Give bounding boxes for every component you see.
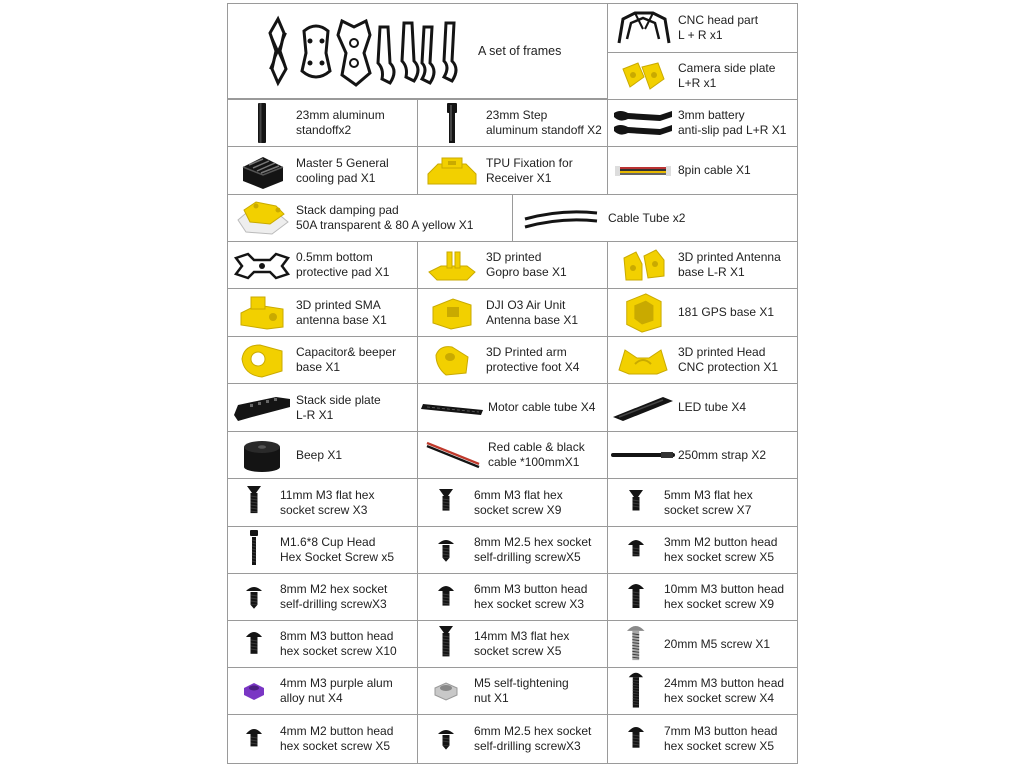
gopro-base-icon <box>418 244 486 287</box>
part-label: Master 5 General cooling pad X1 <box>296 155 389 185</box>
part-item <box>227 573 418 621</box>
part-item <box>417 336 608 384</box>
part-label: Stack damping pad 50A transparent & 80 A yellow X1 <box>296 203 474 232</box>
part-label: 3D printed Gopro base X1 <box>486 250 567 279</box>
camera-side-plate-icon <box>608 55 678 98</box>
part-label: 6mm M2.5 hex socket self-drilling screwX3 <box>474 724 592 753</box>
part-label: 0.5mm bottom protective pad X1 <box>296 250 390 279</box>
part-item <box>607 526 798 574</box>
m5-screw-icon <box>608 623 664 666</box>
strap-icon <box>608 434 678 477</box>
part-label: DJI O3 Air Unit Antenna base X1 <box>486 297 579 327</box>
part-label: 3D printed Head CNC protection X1 <box>678 345 779 374</box>
part-label: Camera side plate L+R x1 <box>678 61 776 90</box>
part-label: 8mm M2 hex socket self-drilling screwX3 <box>280 582 388 611</box>
frames-set-cell <box>227 3 608 99</box>
beeper-icon <box>228 434 296 477</box>
part-label: 181 GPS base X1 <box>678 305 775 319</box>
self-drilling-screw-icon <box>228 576 280 619</box>
part-item <box>227 146 418 195</box>
part-label: CNC head part L + R x1 <box>678 13 759 42</box>
cooling-pad-icon <box>228 149 296 193</box>
part-item <box>607 241 798 289</box>
part-label: 3mm battery anti-slip pad L+R X1 <box>678 108 787 137</box>
part-item <box>227 336 418 384</box>
part-label: 10mm M3 button head hex socket screw X9 <box>664 582 785 611</box>
part-item <box>417 667 608 715</box>
part-label: 7mm M3 button head hex socket screw X5 <box>664 724 778 753</box>
part-label: 3D printed Antenna base L-R X1 <box>678 250 781 279</box>
damping-pad-icon <box>228 197 296 240</box>
cnc-head-part-icon <box>608 6 678 51</box>
part-label: 4mm M2 button head hex socket screw X5 <box>280 724 394 753</box>
button-screw-icon <box>608 529 664 572</box>
part-label: Motor cable tube X4 <box>488 400 596 414</box>
part-label: 6mm M3 button head hex socket screw X3 <box>474 582 588 611</box>
part-item <box>607 714 798 764</box>
gps-base-icon <box>608 291 678 335</box>
part-item <box>417 431 608 479</box>
part-item <box>227 241 418 289</box>
battery-pad-icon <box>608 102 678 145</box>
button-screw-icon <box>608 717 664 762</box>
button-screw-icon <box>608 670 664 713</box>
standoff-icon <box>228 102 296 145</box>
part-label: Capacitor& beeper base X1 <box>296 345 397 374</box>
part-item <box>512 194 798 242</box>
part-item <box>607 288 798 337</box>
part-label: M5 self-tightening nut X1 <box>474 676 569 705</box>
part-item <box>607 3 798 53</box>
part-item <box>607 667 798 715</box>
part-label: 250mm strap X2 <box>678 447 767 462</box>
part-item <box>227 714 418 764</box>
part-label: 23mm Step aluminum standoff X2 <box>486 108 602 137</box>
part-item <box>417 573 608 621</box>
stack-side-plate-icon <box>228 386 296 430</box>
part-item <box>607 146 798 195</box>
flat-screw-icon <box>418 623 474 666</box>
part-label: 3D Printed arm protective foot X4 <box>486 345 580 374</box>
part-item <box>227 431 418 479</box>
part-item <box>417 99 608 147</box>
capacitor-base-icon <box>228 339 296 382</box>
sma-base-icon <box>228 291 296 335</box>
part-item <box>227 526 418 574</box>
step-standoff-icon <box>418 102 486 145</box>
part-item <box>417 288 608 337</box>
part-item <box>607 431 798 479</box>
flat-screw-icon <box>418 481 474 525</box>
button-screw-icon <box>228 623 280 666</box>
cup-screw-icon <box>228 529 280 572</box>
part-label: Red cable & black cable *100mmX1 <box>488 440 585 469</box>
part-label: 3D printed SMA antenna base X1 <box>296 297 387 327</box>
part-item <box>417 714 608 764</box>
part-label: M1.6*8 Cup Head Hex Socket Screw x5 <box>280 535 395 564</box>
part-item <box>417 478 608 527</box>
part-label: TPU Fixation for Receiver X1 <box>486 155 573 185</box>
part-label: Cable Tube x2 <box>608 210 686 225</box>
led-tube-icon <box>608 386 678 430</box>
part-item <box>227 288 418 337</box>
motor-cable-tube-icon <box>418 386 488 430</box>
part-item <box>607 99 798 147</box>
part-label: 3mm M2 button head hex socket screw X5 <box>664 535 778 564</box>
bottom-pad-icon <box>228 244 296 287</box>
part-label: 20mm M5 screw X1 <box>664 636 771 651</box>
part-item <box>417 526 608 574</box>
head-protection-icon <box>608 339 678 382</box>
part-item <box>227 667 418 715</box>
red-black-cable-icon <box>418 434 488 477</box>
flat-screw-icon <box>228 481 280 525</box>
cable-8pin-icon <box>608 149 678 193</box>
part-label: Stack side plate L-R X1 <box>296 392 381 422</box>
part-item <box>227 478 418 527</box>
part-item <box>227 194 513 242</box>
frames-set-label: A set of frames <box>478 43 562 58</box>
part-label: Beep X1 <box>296 447 343 462</box>
part-label: 8mm M2.5 hex socket self-drilling screwX5 <box>474 535 592 564</box>
cable-tube-icon <box>513 197 608 240</box>
part-label: 24mm M3 button head hex socket screw X4 <box>664 676 785 705</box>
part-item <box>227 620 418 668</box>
flat-screw-icon <box>608 481 664 525</box>
part-item <box>417 146 608 195</box>
part-item <box>607 620 798 668</box>
antenna-base-icon <box>608 244 678 287</box>
part-label: 5mm M3 flat hex socket screw X7 <box>664 487 753 517</box>
part-label: 6mm M3 flat hex socket screw X9 <box>474 487 563 517</box>
part-item <box>417 383 608 432</box>
button-screw-icon <box>418 576 474 619</box>
part-item <box>607 336 798 384</box>
button-screw-icon <box>608 576 664 619</box>
self-drilling-screw-icon <box>418 529 474 572</box>
part-label: 11mm M3 flat hex socket screw X3 <box>280 487 375 517</box>
part-item <box>227 99 418 147</box>
part-item <box>607 573 798 621</box>
part-label: 8mm M3 button head hex socket screw X10 <box>280 629 397 658</box>
frames-set-icon <box>228 5 478 97</box>
part-label: 8pin cable X1 <box>678 163 751 177</box>
part-item <box>227 383 418 432</box>
part-item <box>607 52 798 100</box>
m5-nut-icon <box>418 670 474 713</box>
receiver-mount-icon <box>418 149 486 193</box>
part-label: 4mm M3 purple alum alloy nut X4 <box>280 676 393 705</box>
purple-nut-icon <box>228 670 280 713</box>
part-label: LED tube X4 <box>678 400 747 414</box>
button-screw-icon <box>228 717 280 762</box>
arm-foot-icon <box>418 339 486 382</box>
o3-antenna-base-icon <box>418 291 486 335</box>
part-item <box>417 241 608 289</box>
part-item <box>607 478 798 527</box>
part-label: 14mm M3 flat hex socket screw X5 <box>474 629 570 658</box>
part-label: 23mm aluminum standoffx2 <box>296 108 385 137</box>
part-item <box>607 383 798 432</box>
part-item <box>417 620 608 668</box>
self-drilling-screw-icon <box>418 717 474 762</box>
